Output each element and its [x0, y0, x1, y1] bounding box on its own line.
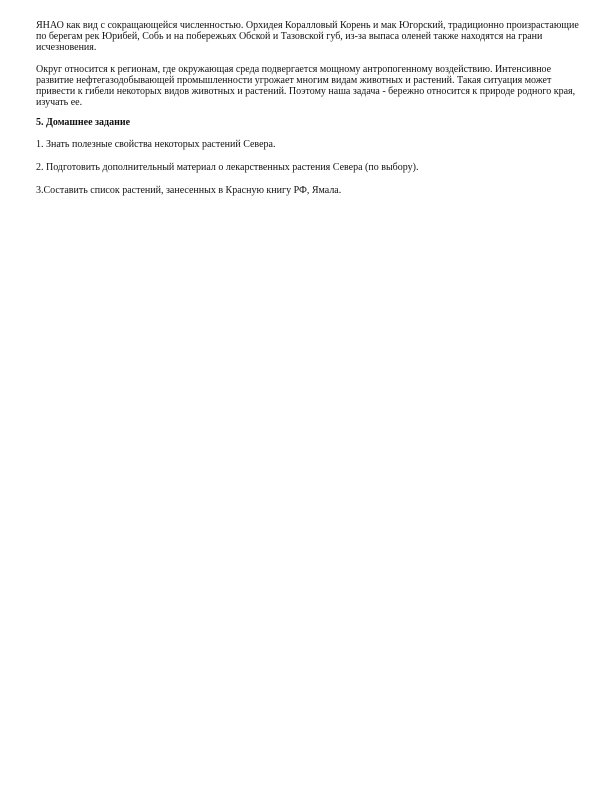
homework-item-2: 2. Подготовить дополнительный материал о лекарственных растения Севера (по выбору).: [36, 161, 419, 173]
homework-item-1: 1. Знать полезные свойства некоторых растений Севера.: [36, 138, 276, 150]
paragraph-environment: Округ относится к регионам, где окружающая среда подвергается мощному антропогенному воздействию. Интенсивное развитие нефтегазодобывающей промышленности угрожает многим видам животных и растений. Такая ситуация может привести к гибели некоторых видов животных и растений. Поэтому наша задача - бережно относится к природе родного края, изучать ее.: [36, 63, 576, 109]
homework-heading: 5. Домашнее задание: [36, 117, 131, 129]
document-page: [36, 20, 580, 208]
homework-item-3: 3.Составить список растений, занесенных в Красную книгу РФ, Ямала.: [36, 185, 342, 197]
paragraph-endangered-plants: ЯНАО как вид с сокращающейся численностью. Орхидея Коралловый Корень и мак Югорский, традиционно произрастающие по берегам рек Юрибей, Собь и на побережьях Обской и Тазовской губ, из-за выпаса оленей также находятся на грани исчезновения.: [36, 20, 579, 54]
